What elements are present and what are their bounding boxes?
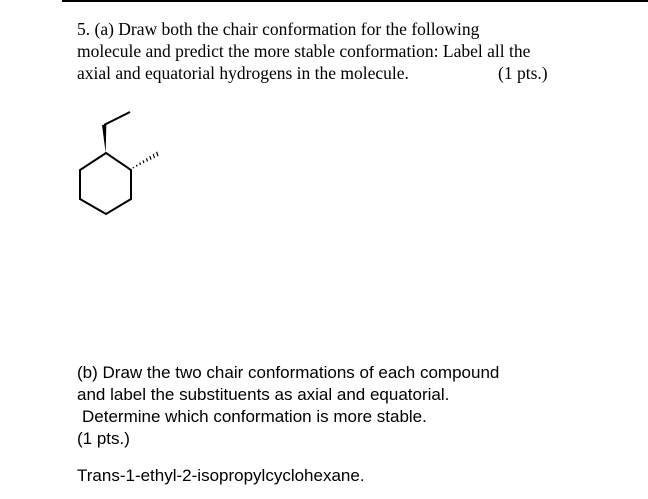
cyclohexane-structure-diagram (70, 105, 180, 225)
wedge-bond (102, 125, 106, 153)
question-b-points: (1 pts.) (77, 429, 130, 448)
question-a (77, 18, 597, 84)
question-b-line-3: Determine which conformation is more stable. (82, 407, 427, 426)
ethyl-bond (104, 112, 130, 125)
question-b-compound: Trans-1-ethyl-2-isopropylcyclohexane. (77, 466, 365, 485)
cyclohexane-ring (80, 153, 131, 214)
question-b (77, 362, 637, 487)
top-rule (62, 0, 648, 2)
question-b-line-2: and label the substituents as axial and equatorial. (77, 385, 450, 404)
question-b-line-1: (b) Draw the two chair conformations of each compound (77, 363, 500, 382)
question-a-line-3-wrap (77, 62, 597, 84)
question-a-line-2: molecule and predict the more stable conformation: Label all the (77, 41, 531, 61)
question-a-line-3: axial and equatorial hydrogens in the molecule. (77, 63, 409, 83)
question-a-line-1: 5. (a) Draw both the chair conformation for the following (77, 19, 480, 39)
hashed-bond (133, 152, 158, 169)
question-a-points: (1 pts.) (498, 63, 548, 83)
